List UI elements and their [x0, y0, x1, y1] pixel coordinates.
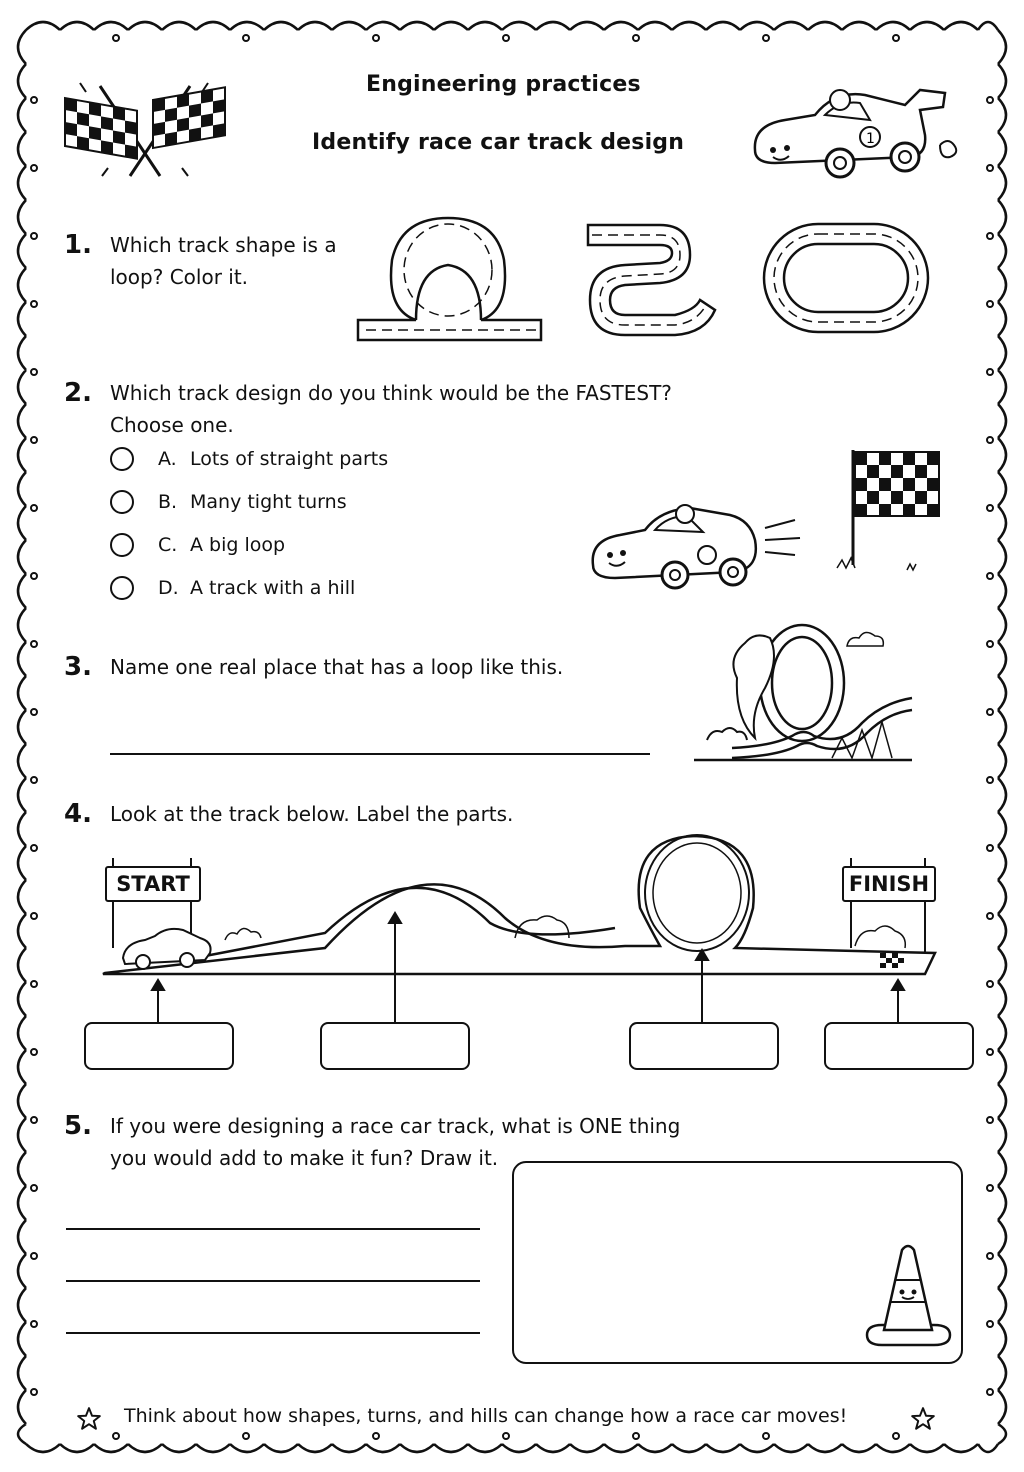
- border-dot: [31, 913, 37, 919]
- answer-line-1[interactable]: [66, 1228, 480, 1230]
- border-dot: [31, 573, 37, 579]
- radio-button[interactable]: [110, 447, 134, 471]
- answer-line-2[interactable]: [66, 1280, 480, 1282]
- border-dot: [31, 1389, 37, 1395]
- border-dot: [987, 1389, 993, 1395]
- subject-heading: Engineering practices: [366, 72, 641, 97]
- question-5-line-1: If you were designing a race car track, what is ONE thing: [110, 1114, 681, 1138]
- border-dot: [987, 641, 993, 647]
- border-dot: [373, 1433, 379, 1439]
- race-car-icon: [745, 75, 960, 190]
- border-dot: [31, 777, 37, 783]
- border-dot: [987, 981, 993, 987]
- border-dot: [31, 369, 37, 375]
- option-a[interactable]: [110, 447, 388, 471]
- option-text: A big loop: [190, 534, 286, 556]
- border-dot: [763, 35, 769, 41]
- border-dot: [31, 437, 37, 443]
- border-dot: [31, 1049, 37, 1055]
- oval-track-icon[interactable]: [760, 220, 932, 335]
- border-dot: [893, 35, 899, 41]
- radio-button[interactable]: [110, 533, 134, 557]
- question-2-line-1: Which track design do you think would be the FASTEST?: [110, 381, 672, 405]
- label-box-hill[interactable]: [320, 1022, 470, 1070]
- border-dot: [633, 35, 639, 41]
- speeding-car-and-flag-icon: [585, 440, 945, 600]
- labeled-track-diagram: [95, 828, 945, 1028]
- border-dot: [987, 97, 993, 103]
- question-4-text: Look at the track below. Label the parts.: [110, 802, 514, 826]
- border-dot: [987, 573, 993, 579]
- answer-line-3[interactable]: [66, 1332, 480, 1334]
- question-1-number: 1.: [64, 230, 92, 260]
- option-text: Many tight turns: [190, 491, 347, 513]
- option-letter: D.: [158, 577, 179, 599]
- s-curve-track-icon[interactable]: [580, 215, 720, 340]
- footer-tip: Think about how shapes, turns, and hills can change how a race car moves!: [124, 1405, 848, 1427]
- option-b[interactable]: [110, 490, 347, 514]
- label-box-loop[interactable]: [629, 1022, 779, 1070]
- page-title: Identify race car track design: [312, 130, 685, 155]
- option-text: A track with a hill: [190, 577, 356, 599]
- border-dot: [987, 845, 993, 851]
- border-dot: [987, 913, 993, 919]
- border-dot: [893, 1433, 899, 1439]
- border-dot: [243, 1433, 249, 1439]
- border-dot: [633, 1433, 639, 1439]
- border-dot: [373, 35, 379, 41]
- border-dot: [987, 165, 993, 171]
- question-2-number: 2.: [64, 378, 92, 408]
- roller-coaster-icon: [692, 618, 917, 766]
- car-number: 1: [866, 131, 875, 147]
- border-dot: [31, 1253, 37, 1259]
- question-5-line-2: you would add to make it fun? Draw it.: [110, 1146, 499, 1170]
- border-dot: [31, 505, 37, 511]
- border-dot: [31, 1117, 37, 1123]
- border-dot: [31, 165, 37, 171]
- border-dot: [113, 35, 119, 41]
- option-d[interactable]: [110, 576, 355, 600]
- border-dot: [243, 35, 249, 41]
- star-icon: [76, 1406, 102, 1432]
- option-letter: A.: [158, 448, 177, 470]
- border-dot: [987, 233, 993, 239]
- question-3-text: Name one real place that has a loop like this.: [110, 655, 564, 679]
- checkered-flags-icon: [60, 78, 230, 183]
- border-dot: [31, 1321, 37, 1327]
- question-4-number: 4.: [64, 799, 92, 829]
- border-dot: [987, 709, 993, 715]
- label-box-start[interactable]: [84, 1022, 234, 1070]
- border-dot: [503, 35, 509, 41]
- border-dot: [31, 845, 37, 851]
- border-dot: [987, 1321, 993, 1327]
- border-dot: [31, 301, 37, 307]
- star-icon: [910, 1406, 936, 1432]
- border-dot: [31, 709, 37, 715]
- question-1-line-1: Which track shape is a: [110, 233, 337, 257]
- radio-button[interactable]: [110, 490, 134, 514]
- border-dot: [987, 777, 993, 783]
- traffic-cone-icon: [862, 1240, 954, 1352]
- border-dot: [987, 437, 993, 443]
- option-letter: C.: [158, 534, 178, 556]
- question-1-line-2: loop? Color it.: [110, 265, 249, 289]
- border-dot: [987, 1117, 993, 1123]
- border-dot: [31, 981, 37, 987]
- answer-line[interactable]: [110, 753, 650, 755]
- option-c[interactable]: [110, 533, 285, 557]
- question-1-text: [110, 229, 337, 293]
- border-dot: [113, 1433, 119, 1439]
- question-3-number: 3.: [64, 652, 92, 682]
- border-dot: [31, 97, 37, 103]
- border-dot: [987, 369, 993, 375]
- border-dot: [31, 641, 37, 647]
- question-2-line-2: Choose one.: [110, 413, 234, 437]
- border-dot: [31, 233, 37, 239]
- question-5-number: 5.: [64, 1111, 92, 1141]
- border-dot: [987, 1253, 993, 1259]
- question-2-text: [110, 377, 672, 441]
- border-dot: [31, 1185, 37, 1191]
- border-dot: [503, 1433, 509, 1439]
- label-box-finish[interactable]: [824, 1022, 974, 1070]
- option-letter: B.: [158, 491, 178, 513]
- start-sign: START: [105, 866, 201, 902]
- border-dot: [987, 301, 993, 307]
- border-dot: [987, 1185, 993, 1191]
- finish-sign: FINISH: [842, 866, 936, 902]
- radio-button[interactable]: [110, 576, 134, 600]
- option-text: Lots of straight parts: [190, 448, 389, 470]
- loop-track-icon[interactable]: [356, 210, 546, 345]
- border-dot: [987, 505, 993, 511]
- border-dot: [987, 1049, 993, 1055]
- border-dot: [763, 1433, 769, 1439]
